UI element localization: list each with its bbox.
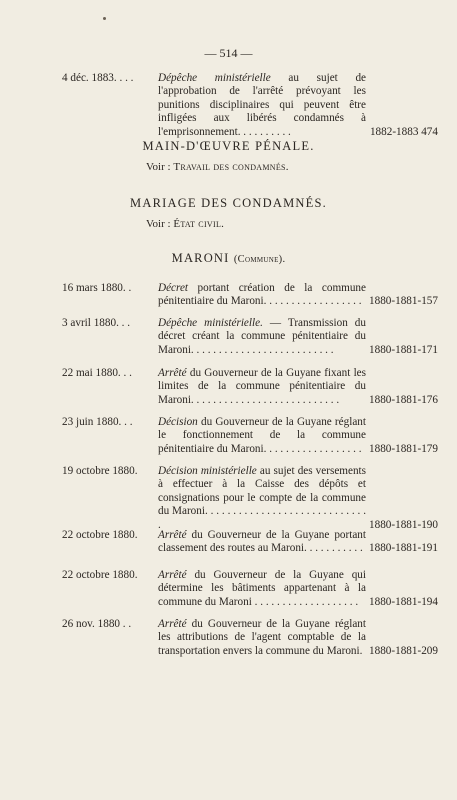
entry-reference: 1880-1881-176: [369, 393, 438, 406]
entry-date: 26 nov. 1880 . .: [62, 618, 132, 630]
entry-maroni: [62, 569, 438, 609]
entry-kind: Arrêté: [158, 367, 187, 379]
entry-kind: Arrêté: [158, 618, 187, 630]
entry-kind: Décision ministérielle: [158, 465, 257, 477]
see-reference-main-oeuvre: [146, 161, 289, 173]
heading-mariage: MARIAGE DES CONDAMNÉS.: [130, 196, 327, 210]
entry-maroni: [62, 465, 438, 532]
paper-speck: [103, 17, 106, 20]
entry-text: [158, 317, 366, 357]
entry-date: 3 avril 1880. . .: [62, 317, 131, 329]
entry-description: portant création de la commune pénitentiaire du Maroni. . . . . . . . . . . . . . . . . .: [158, 282, 366, 308]
heading-main-oeuvre: MAIN-D'ŒUVRE PÉNALE.: [142, 139, 315, 153]
entry-date: 19 octobre 1880.: [62, 465, 138, 477]
see-target: État civil.: [173, 218, 225, 230]
page-number: — 514 —: [204, 46, 253, 60]
entry-reference: 1880-1881-209: [369, 644, 438, 657]
entry-date: 22 octobre 1880.: [62, 569, 138, 581]
entry-reference: 1880-1881-190: [369, 518, 438, 531]
entry-reference: 1882-1883 474: [369, 125, 438, 138]
entry-maroni: [62, 317, 438, 357]
entry-reference: 1880-1881-179: [369, 442, 438, 455]
entry-text: [158, 416, 366, 456]
entry-text: [158, 529, 366, 556]
entry-dec-1883: [62, 72, 438, 139]
heading-maroni-subtitle: (Commune).: [233, 254, 286, 265]
see-label: Voir :: [146, 218, 171, 230]
see-target: Travail des condamnés.: [173, 161, 289, 173]
entry-kind: Décision: [158, 416, 198, 428]
entry-description: du Gouverneur de la Guyane réglant le fonctionnement de la commune pénitentiaire du Maroni. . . . . . . . . . . . . . . . . .: [158, 416, 366, 455]
entry-kind: Arrêté: [158, 529, 187, 541]
entry-text: [158, 618, 366, 658]
entry-description: du Gouverneur de la Guyane fixant les limites de la commune pénitentiaire du Maroni. . . . . . . . . . . . . . . . . . . . . . . . . . .: [158, 367, 366, 406]
entry-text: [158, 367, 366, 407]
entry-description: — Transmission du décret créant la commune pénitentiaire du Maroni. . . . . . . . . . . . . . . . . . . . . . . . . .: [158, 317, 366, 356]
entry-maroni: [62, 367, 438, 407]
entry-description: au sujet des versements à effectuer à la Caisse des dépôts et consignations pour le compte de la commune du Maroni. . . . . . . . . . . . . . . . . . . . . . . . . . . . . .: [158, 465, 367, 531]
entry-date: 23 juin 1880. . .: [62, 416, 133, 428]
see-label: Voir :: [146, 161, 171, 173]
entry-description: au sujet de l'approbation de l'arrêté prévoyant les punitions disciplinaires qui peuvent être infligées aux libérés condamnés à l'emprisonnement. . . . . . . . . .: [158, 72, 366, 138]
heading-maroni: [0, 251, 457, 266]
entry-text: [158, 569, 366, 609]
entry-kind: Décret: [158, 282, 189, 294]
entry-date: 22 mai 1880. . .: [62, 367, 132, 379]
see-reference-mariage: [146, 218, 224, 230]
entry-maroni: [62, 282, 438, 309]
entry-description: du Gouverneur de la Guyane qui détermine les bâtiments appartenant à la commune du Maroni . . . . . . . . . . . . . . . . . . .: [158, 569, 366, 608]
entry-description: du Gouverneur de la Guyane portant classement des routes au Maroni. . . . . . . . . . .: [158, 529, 367, 555]
entry-kind: Arrêté: [158, 569, 187, 581]
entry-text: [158, 282, 366, 309]
entry-description: du Gouverneur de la Guyane réglant les attributions de l'agent comptable de la transportation envers la commune du Maroni.: [158, 618, 367, 657]
entry-maroni: [62, 529, 438, 556]
heading-maroni-title: MARONI: [171, 251, 230, 265]
entry-kind: Dépêche ministérielle: [158, 72, 271, 84]
entry-maroni: [62, 416, 438, 456]
entry-text: [158, 465, 366, 532]
entry-date: 22 octobre 1880.: [62, 529, 138, 541]
entry-kind: Dépêche ministérielle.: [158, 317, 263, 329]
entry-maroni: [62, 618, 438, 658]
entry-reference: 1880-1881-191: [369, 542, 438, 555]
entry-text: [158, 72, 366, 139]
entry-date: 16 mars 1880. .: [62, 282, 132, 294]
entry-reference: 1880-1881-171: [369, 343, 438, 356]
entry-reference: 1880-1881-194: [369, 595, 438, 608]
entry-date: 4 déc. 1883. . . .: [62, 72, 134, 84]
entry-reference: 1880-1881-157: [369, 295, 438, 308]
